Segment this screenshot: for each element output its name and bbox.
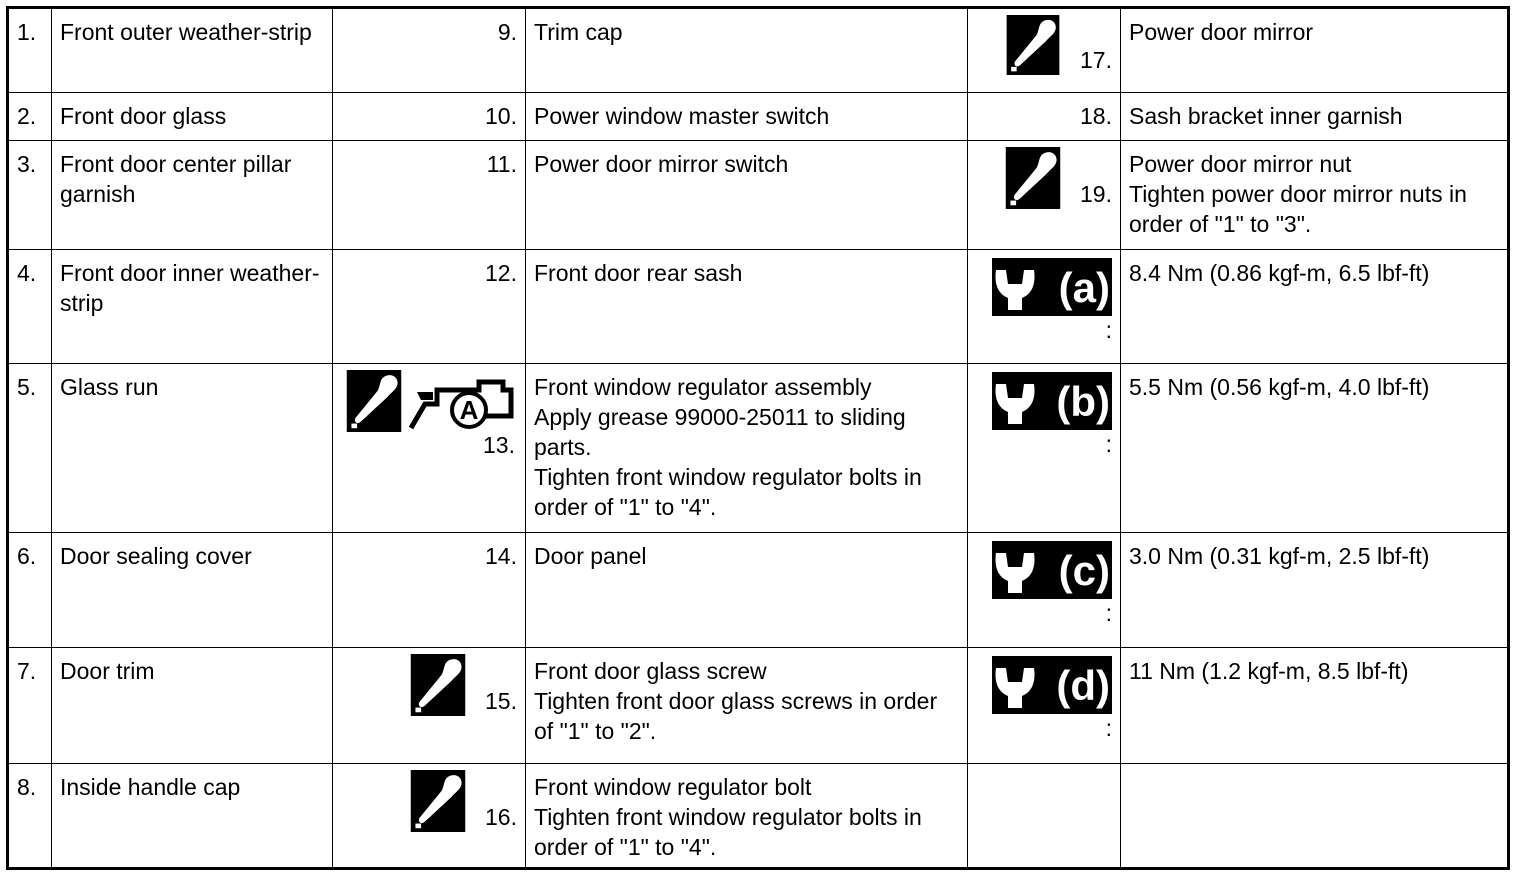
item-description: Glass run [52,364,333,533]
item-description [526,763,968,868]
item-description: Front door rear sash [526,249,968,363]
torque-label: (a) [1058,263,1110,311]
colon: : [1105,599,1112,626]
item-number-with-icon [333,648,526,763]
item-description: Power window master switch [526,93,968,141]
table-row [8,249,1509,363]
item-number: 5. [8,364,52,533]
torque-value: 8.4 Nm (0.86 kgf-m, 6.5 lbf-ft) [1121,249,1509,363]
torque-symbol-cell [968,249,1121,363]
table-row [8,763,1509,868]
torque-symbol-cell [968,364,1121,533]
item-number-with-icon [968,141,1121,249]
parts-legend-table [6,6,1510,870]
item-description [526,364,968,533]
item-note: Tighten front door glass screws in order of "1" to "2". [534,688,938,745]
item-description: Front outer weather-strip [52,8,333,93]
item-description: Door sealing cover [52,532,333,647]
item-note: Tighten power door mirror nuts in order of "1" to "3". [1129,181,1467,238]
item-note: Tighten front window regulator bolts in order of "1" to "4". [534,803,922,860]
item-number: 19. [1080,181,1112,208]
torque-label: (d) [1056,662,1110,710]
item-number-with-icon [333,763,526,868]
item-number: 6. [8,532,52,647]
empty-cell [968,763,1121,868]
item-name: Front window regulator bolt [534,773,812,800]
colon: : [1105,431,1112,458]
table-row [8,93,1509,141]
torque-value: 5.5 Nm (0.56 kgf-m, 4.0 lbf-ft) [1121,364,1509,533]
colon: : [1105,316,1112,343]
item-number: 15. [485,688,517,715]
torque-symbol-cell [968,532,1121,647]
item-description: Power door mirror [1121,8,1509,93]
item-number: 4. [8,249,52,363]
pin-icon [1004,147,1062,209]
item-number: 11. [333,141,526,249]
torque-value: 11 Nm (1.2 kgf-m, 8.5 lbf-ft) [1121,648,1509,763]
empty-cell [1121,763,1509,868]
item-description: Front door inner weather-strip [52,249,333,363]
table-row [8,364,1509,533]
item-number: 17. [1080,47,1112,73]
pin-icon [409,654,467,716]
item-description [526,648,968,763]
torque-value: 3.0 Nm (0.31 kgf-m, 2.5 lbf-ft) [1121,532,1509,647]
item-number: 8. [8,763,52,868]
pin-icon [409,770,467,832]
item-number: 3. [8,141,52,249]
item-name: Power door mirror nut [1129,151,1352,178]
grease-letter: A [459,395,479,426]
item-number: 9. [333,8,526,93]
item-number: 13. [483,432,515,459]
grease-gun-icon [407,370,515,432]
torque-label: (b) [1056,378,1110,426]
item-number-with-icon [968,8,1121,93]
item-number: 10. [333,93,526,141]
item-number: 16. [485,803,517,830]
item-number: 7. [8,648,52,763]
item-description: Door trim [52,648,333,763]
item-description: Power door mirror switch [526,141,968,249]
item-number-with-icons [333,364,526,533]
item-number: 14. [333,532,526,647]
item-description [1121,141,1509,249]
item-description: Front door glass [52,93,333,141]
item-description: Front door center pillar garnish [52,141,333,249]
table-row [8,532,1509,647]
item-number: 2. [8,93,52,141]
item-note: Tighten front window regulator bolts in order of "1" to "4". [534,464,922,521]
table-row [8,141,1509,249]
item-description: Sash bracket inner garnish [1121,93,1509,141]
item-description: Inside handle cap [52,763,333,868]
pin-icon [1004,15,1062,75]
item-name: Front window regulator assembly [534,374,872,401]
torque-label: (c) [1058,546,1110,594]
colon: : [1105,715,1112,742]
item-description: Trim cap [526,8,968,93]
item-name: Front door glass screw [534,658,767,685]
item-number: 12. [333,249,526,363]
torque-symbol-cell [968,648,1121,763]
pin-icon [345,370,403,432]
item-number: 1. [8,8,52,93]
item-description: Door panel [526,532,968,647]
item-number: 18. [968,93,1121,141]
table-row [8,648,1509,763]
table-row [8,8,1509,93]
item-note: Apply grease 99000-25011 to sliding parts. [534,404,906,461]
